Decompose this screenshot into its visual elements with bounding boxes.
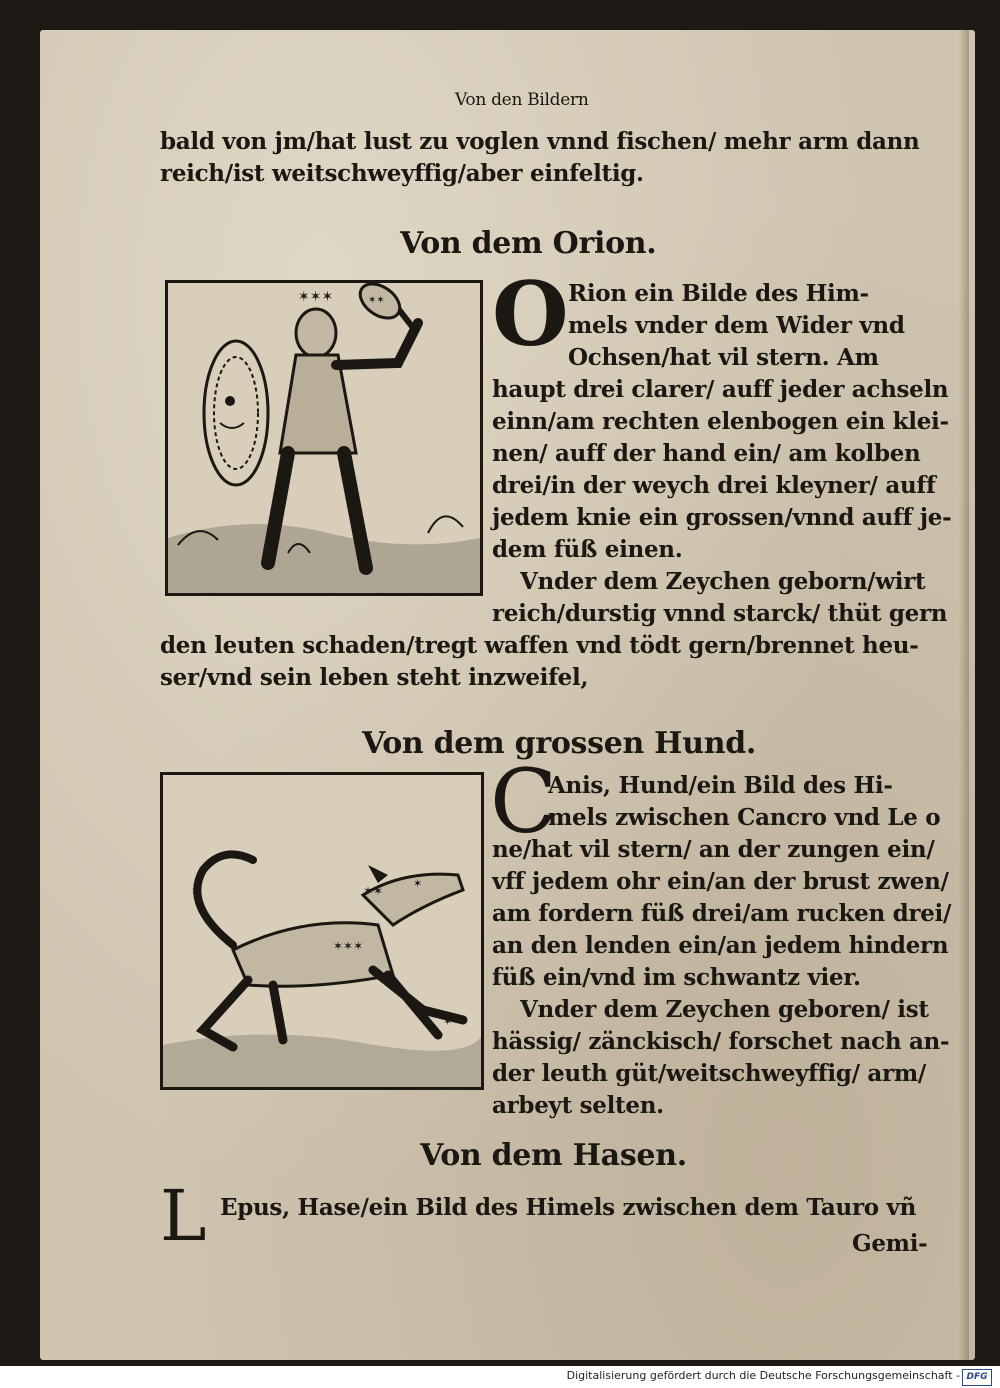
- svg-text:✶✶: ✶✶: [363, 884, 384, 898]
- text-line: an den lenden ein/an jedem hindern: [492, 932, 949, 959]
- drop-cap-c: C: [490, 750, 558, 853]
- text-line: nen/ auff der hand ein/ am kolben: [492, 440, 921, 467]
- text-line: der leuth güt/weitschweyffig/ arm/: [492, 1060, 926, 1087]
- catchword: Gemi-: [852, 1230, 928, 1257]
- text-line: jedem knie ein grossen/vnnd auff je-: [492, 504, 952, 531]
- text-line: am fordern füß drei/am rucken drei/: [492, 900, 952, 927]
- text-line: Vnder dem Zeychen geborn/wirt: [520, 568, 926, 595]
- svg-text:✶✶✶: ✶✶✶: [298, 289, 334, 305]
- text-line: haupt drei clarer/ auff jeder achseln: [492, 376, 949, 403]
- text-line: einn/am rechten elenbogen ein klei-: [492, 408, 949, 435]
- text-line: bald von jm/hat lust zu voglen vnnd fischen/ mehr arm dann: [160, 128, 920, 155]
- woodcut-grosser-hund: [160, 772, 484, 1090]
- text-line: vff jedem ohr ein/an der brust zwen/: [492, 868, 949, 895]
- section-heading-orion: Von dem Orion.: [400, 226, 657, 261]
- text-line: Epus, Hase/ein Bild des Himels zwischen dem Tauro vñ: [220, 1194, 917, 1221]
- svg-text:✶: ✶: [443, 1015, 453, 1028]
- text-line: Ochsen/hat vil stern. Am: [568, 344, 879, 371]
- text-line: Vnder dem Zeychen geboren/ ist: [520, 996, 929, 1023]
- svg-text:✶: ✶: [191, 884, 202, 898]
- svg-text:✶✶: ✶✶: [368, 295, 385, 306]
- drop-cap-o: O: [492, 262, 569, 366]
- footer-credit: Digitalisierung gefördert durch die Deutsche Forschungsgemeinschaft -: [566, 1369, 960, 1382]
- text-line: Anis, Hund/ein Bild des Hi-: [548, 772, 893, 799]
- digitization-footer: [0, 1366, 1000, 1388]
- woodcut-orion: [165, 280, 483, 596]
- text-line: ne/hat vil stern/ an der zungen ein/: [492, 836, 935, 863]
- svg-text:✶✶✶: ✶✶✶: [333, 939, 364, 953]
- running-head: Von den Bildern: [455, 90, 589, 110]
- text-line: mels vnder dem Wider vnd: [568, 312, 905, 339]
- dfg-logo: DFG: [962, 1369, 992, 1386]
- svg-text:✶: ✶: [413, 877, 423, 890]
- section-heading-hund: Von dem grossen Hund.: [362, 726, 757, 761]
- dog-figure-illustration: [163, 775, 481, 1087]
- page-edge-shadow: [959, 30, 969, 1360]
- text-line: füß ein/vnd im schwantz vier.: [492, 964, 861, 991]
- text-line: ser/vnd sein leben steht inzweifel,: [160, 664, 589, 691]
- text-line: arbeyt selten.: [492, 1092, 664, 1119]
- drop-cap-l: L: [160, 1175, 207, 1257]
- text-line: reich/ist weitschweyffig/aber einfeltig.: [160, 160, 644, 187]
- text-line: reich/durstig vnnd starck/ thüt gern: [492, 600, 948, 627]
- text-line: mels zwischen Cancro vnd Le o: [548, 804, 941, 831]
- text-line: drei/in der weych drei kleyner/ auff: [492, 472, 936, 499]
- text-line: Rion ein Bilde des Him-: [568, 280, 869, 307]
- text-line: hässig/ zänckisch/ forschet nach an-: [492, 1028, 950, 1055]
- text-line: den leuten schaden/tregt waffen vnd tödt gern/brennet heu-: [160, 632, 919, 659]
- section-heading-hase: Von dem Hasen.: [420, 1138, 687, 1173]
- text-line: dem füß einen.: [492, 536, 683, 563]
- orion-figure-illustration: [168, 283, 480, 593]
